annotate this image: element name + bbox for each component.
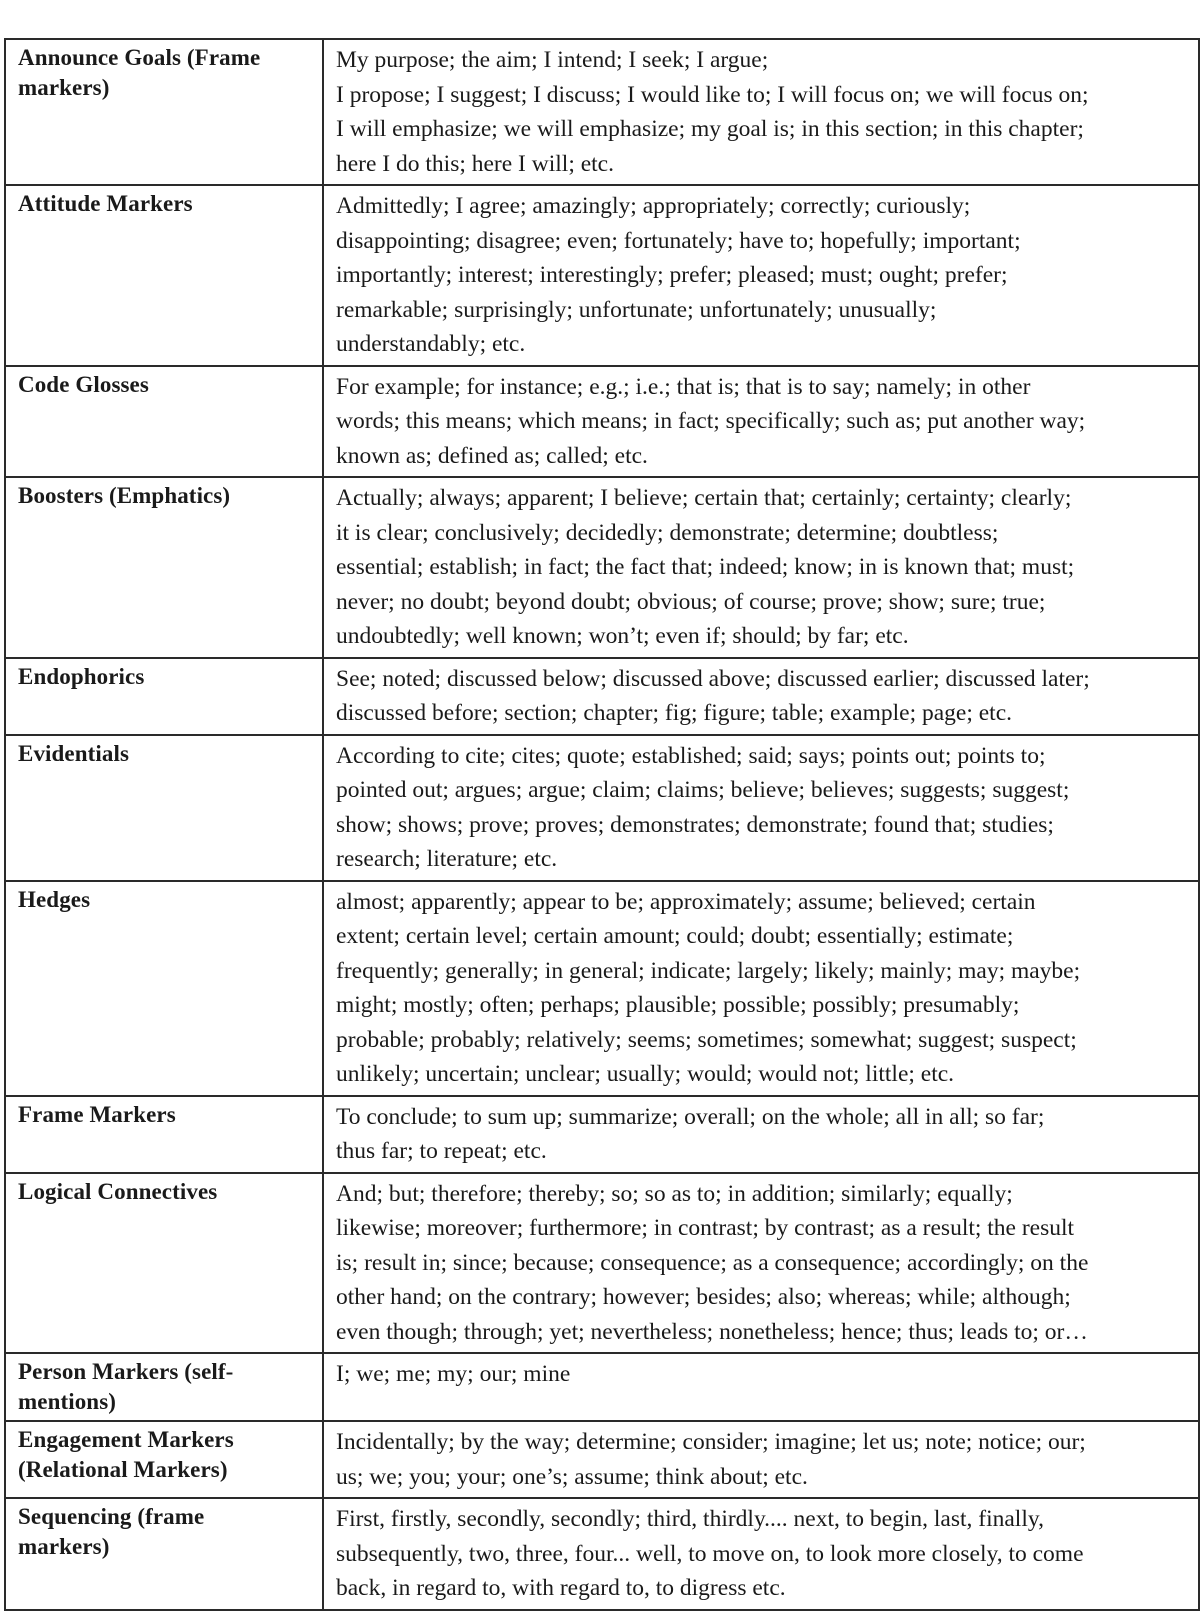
example-line: According to cite; cites; quote; established; said; says; points out; points to;: [336, 742, 1046, 769]
table-body: [5, 39, 1199, 1610]
marker-category-label: Engagement Markers (Relational Markers): [18, 1427, 234, 1482]
example-line: research; literature; etc.: [336, 846, 558, 872]
example-line: likewise; moreover; furthermore; in contrast; by contrast; as a result; the result: [336, 1215, 1075, 1241]
example-line: it is clear; conclusively; decidedly; demonstrate; determine; doubtless;: [336, 519, 999, 546]
example-line: essential; establish; in fact; the fact that; indeed; know; in is known that; must;: [336, 554, 1075, 580]
marker-category-label: Logical Connectives: [18, 1178, 218, 1204]
marker-category: [5, 1353, 323, 1421]
example-line: My purpose; the aim; I intend; I seek; I argue;: [336, 47, 769, 73]
example-line: For example; for instance; e.g.; i.e.; that is; that is to say; namely; in other: [336, 373, 1031, 400]
table-row: [5, 658, 1199, 735]
example-line: subsequently, two, three, four... well, to move on, to look more closely, to come: [336, 1540, 1084, 1567]
marker-category-label: Sequencing (frame markers): [18, 1504, 205, 1559]
example-line: discussed before; section; chapter; fig; figure; table; example; page; etc.: [336, 700, 1013, 726]
marker-category-label: Frame Markers: [18, 1101, 176, 1127]
marker-category-label: Evidentials: [18, 740, 130, 766]
table-row: [5, 1096, 1199, 1173]
example-line: First, firstly, secondly, secondly; third, thirdly.... next, to begin, last, finally,: [336, 1506, 1044, 1532]
example-line: To conclude; to sum up; summarize; overall; on the whole; all in all; so far;: [336, 1103, 1045, 1130]
example-line: And; but; therefore; thereby; so; so as to; in addition; similarly; equally;: [336, 1180, 1013, 1207]
table-row: [5, 477, 1199, 658]
example-line: back, in regard to, with regard to, to digress etc.: [336, 1575, 786, 1601]
example-line: frequently; generally; in general; indicate; largely; likely; mainly; may; maybe;: [336, 957, 1081, 984]
example-line: other hand; on the contrary; however; besides; also; whereas; while; although;: [336, 1284, 1071, 1310]
example-line: us; we; you; your; one’s; assume; think about; etc.: [336, 1463, 808, 1490]
example-line: extent; certain level; certain amount; could; doubt; essentially; estimate;: [336, 923, 1014, 949]
marker-category-label: Attitude Markers: [18, 191, 193, 216]
marker-category-label: Person Markers (self-mentions): [18, 1359, 234, 1414]
table-row: [5, 1421, 1199, 1498]
table-row: [5, 1498, 1199, 1610]
marker-examples: [323, 477, 1199, 658]
table-row: [5, 39, 1199, 185]
example-line: Actually; always; apparent; I believe; certain that; certainly; certainty; clearly;: [336, 485, 1072, 511]
marker-examples: [323, 658, 1199, 735]
example-line: might; mostly; often; perhaps; plausible; possible; possibly; presumably;: [336, 992, 1020, 1018]
marker-category: [5, 881, 323, 1096]
marker-examples: [323, 735, 1199, 881]
example-line: Admittedly; I agree; amazingly; appropriately; correctly; curiously;: [336, 193, 971, 219]
example-line: remarkable; surprisingly; unfortunate; unfortunately; unusually;: [336, 296, 937, 323]
marker-category-label: Endophorics: [18, 663, 145, 689]
marker-category-label: Hedges: [18, 886, 91, 912]
marker-category: [5, 39, 323, 185]
example-line: here I do this; here I will; etc.: [336, 150, 614, 177]
example-line: even though; through; yet; nevertheless; nonetheless; hence; thus; leads to; or…: [336, 1318, 1088, 1345]
marker-examples: [323, 366, 1199, 478]
marker-category-label: Announce Goals (Frame markers): [18, 45, 261, 100]
marker-category: [5, 1173, 323, 1354]
marker-examples: [323, 1096, 1199, 1173]
table-row: [5, 185, 1199, 366]
marker-category: [5, 1421, 323, 1498]
example-line: known as; defined as; called; etc.: [336, 442, 648, 469]
example-line: understandably; etc.: [336, 331, 526, 357]
marker-examples: [323, 1498, 1199, 1610]
example-line: unlikely; uncertain; unclear; usually; would; would not; little; etc.: [336, 1061, 955, 1087]
marker-category: [5, 366, 323, 478]
example-line: words; this means; which means; in fact; specifically; such as; put another way;: [336, 408, 1086, 434]
marker-category: [5, 1096, 323, 1173]
table-row: [5, 881, 1199, 1096]
example-line: Incidentally; by the way; determine; consider; imagine; let us; note; notice; our;: [336, 1429, 1086, 1455]
example-line: thus far; to repeat; etc.: [336, 1138, 547, 1164]
table-row: [5, 366, 1199, 478]
example-line: disappointing; disagree; even; fortunately; have to; hopefully; important;: [336, 227, 1021, 254]
example-line: I propose; I suggest; I discuss; I would like to; I will focus on; we will focus on;: [336, 81, 1089, 108]
example-line: I; we; me; my; our; mine: [336, 1361, 571, 1387]
example-line: importantly; interest; interestingly; prefer; pleased; must; ought; prefer;: [336, 262, 1008, 288]
marker-examples: [323, 1353, 1199, 1421]
example-line: undoubtedly; well known; won’t; even if; should; by far; etc.: [336, 623, 909, 649]
marker-category-label: Boosters (Emphatics): [18, 483, 231, 508]
marker-examples: [323, 1173, 1199, 1354]
table-row: [5, 1353, 1199, 1421]
example-line: See; noted; discussed below; discussed above; discussed earlier; discussed later;: [336, 665, 1090, 692]
table-row: [5, 735, 1199, 881]
example-line: is; result in; since; because; consequence; as a consequence; accordingly; on the: [336, 1249, 1089, 1276]
marker-examples: [323, 1421, 1199, 1498]
metadiscourse-markers-table: [4, 38, 1200, 1611]
marker-category: [5, 735, 323, 881]
example-line: probable; probably; relatively; seems; sometimes; somewhat; suggest; suspect;: [336, 1026, 1077, 1053]
marker-category-label: Code Glosses: [18, 371, 149, 397]
marker-examples: [323, 185, 1199, 366]
example-line: pointed out; argues; argue; claim; claims; believe; believes; suggests; suggest;: [336, 777, 1070, 803]
example-line: never; no doubt; beyond doubt; obvious; of course; prove; show; sure; true;: [336, 588, 1046, 615]
example-line: almost; apparently; appear to be; approximately; assume; believed; certain: [336, 888, 1036, 915]
table-row: [5, 1173, 1199, 1354]
example-line: show; shows; prove; proves; demonstrates; demonstrate; found that; studies;: [336, 811, 1054, 838]
marker-category: [5, 1498, 323, 1610]
marker-category: [5, 185, 323, 366]
marker-examples: [323, 881, 1199, 1096]
marker-category: [5, 477, 323, 658]
marker-category: [5, 658, 323, 735]
marker-examples: [323, 39, 1199, 185]
example-line: I will emphasize; we will emphasize; my goal is; in this section; in this chapter;: [336, 116, 1084, 142]
